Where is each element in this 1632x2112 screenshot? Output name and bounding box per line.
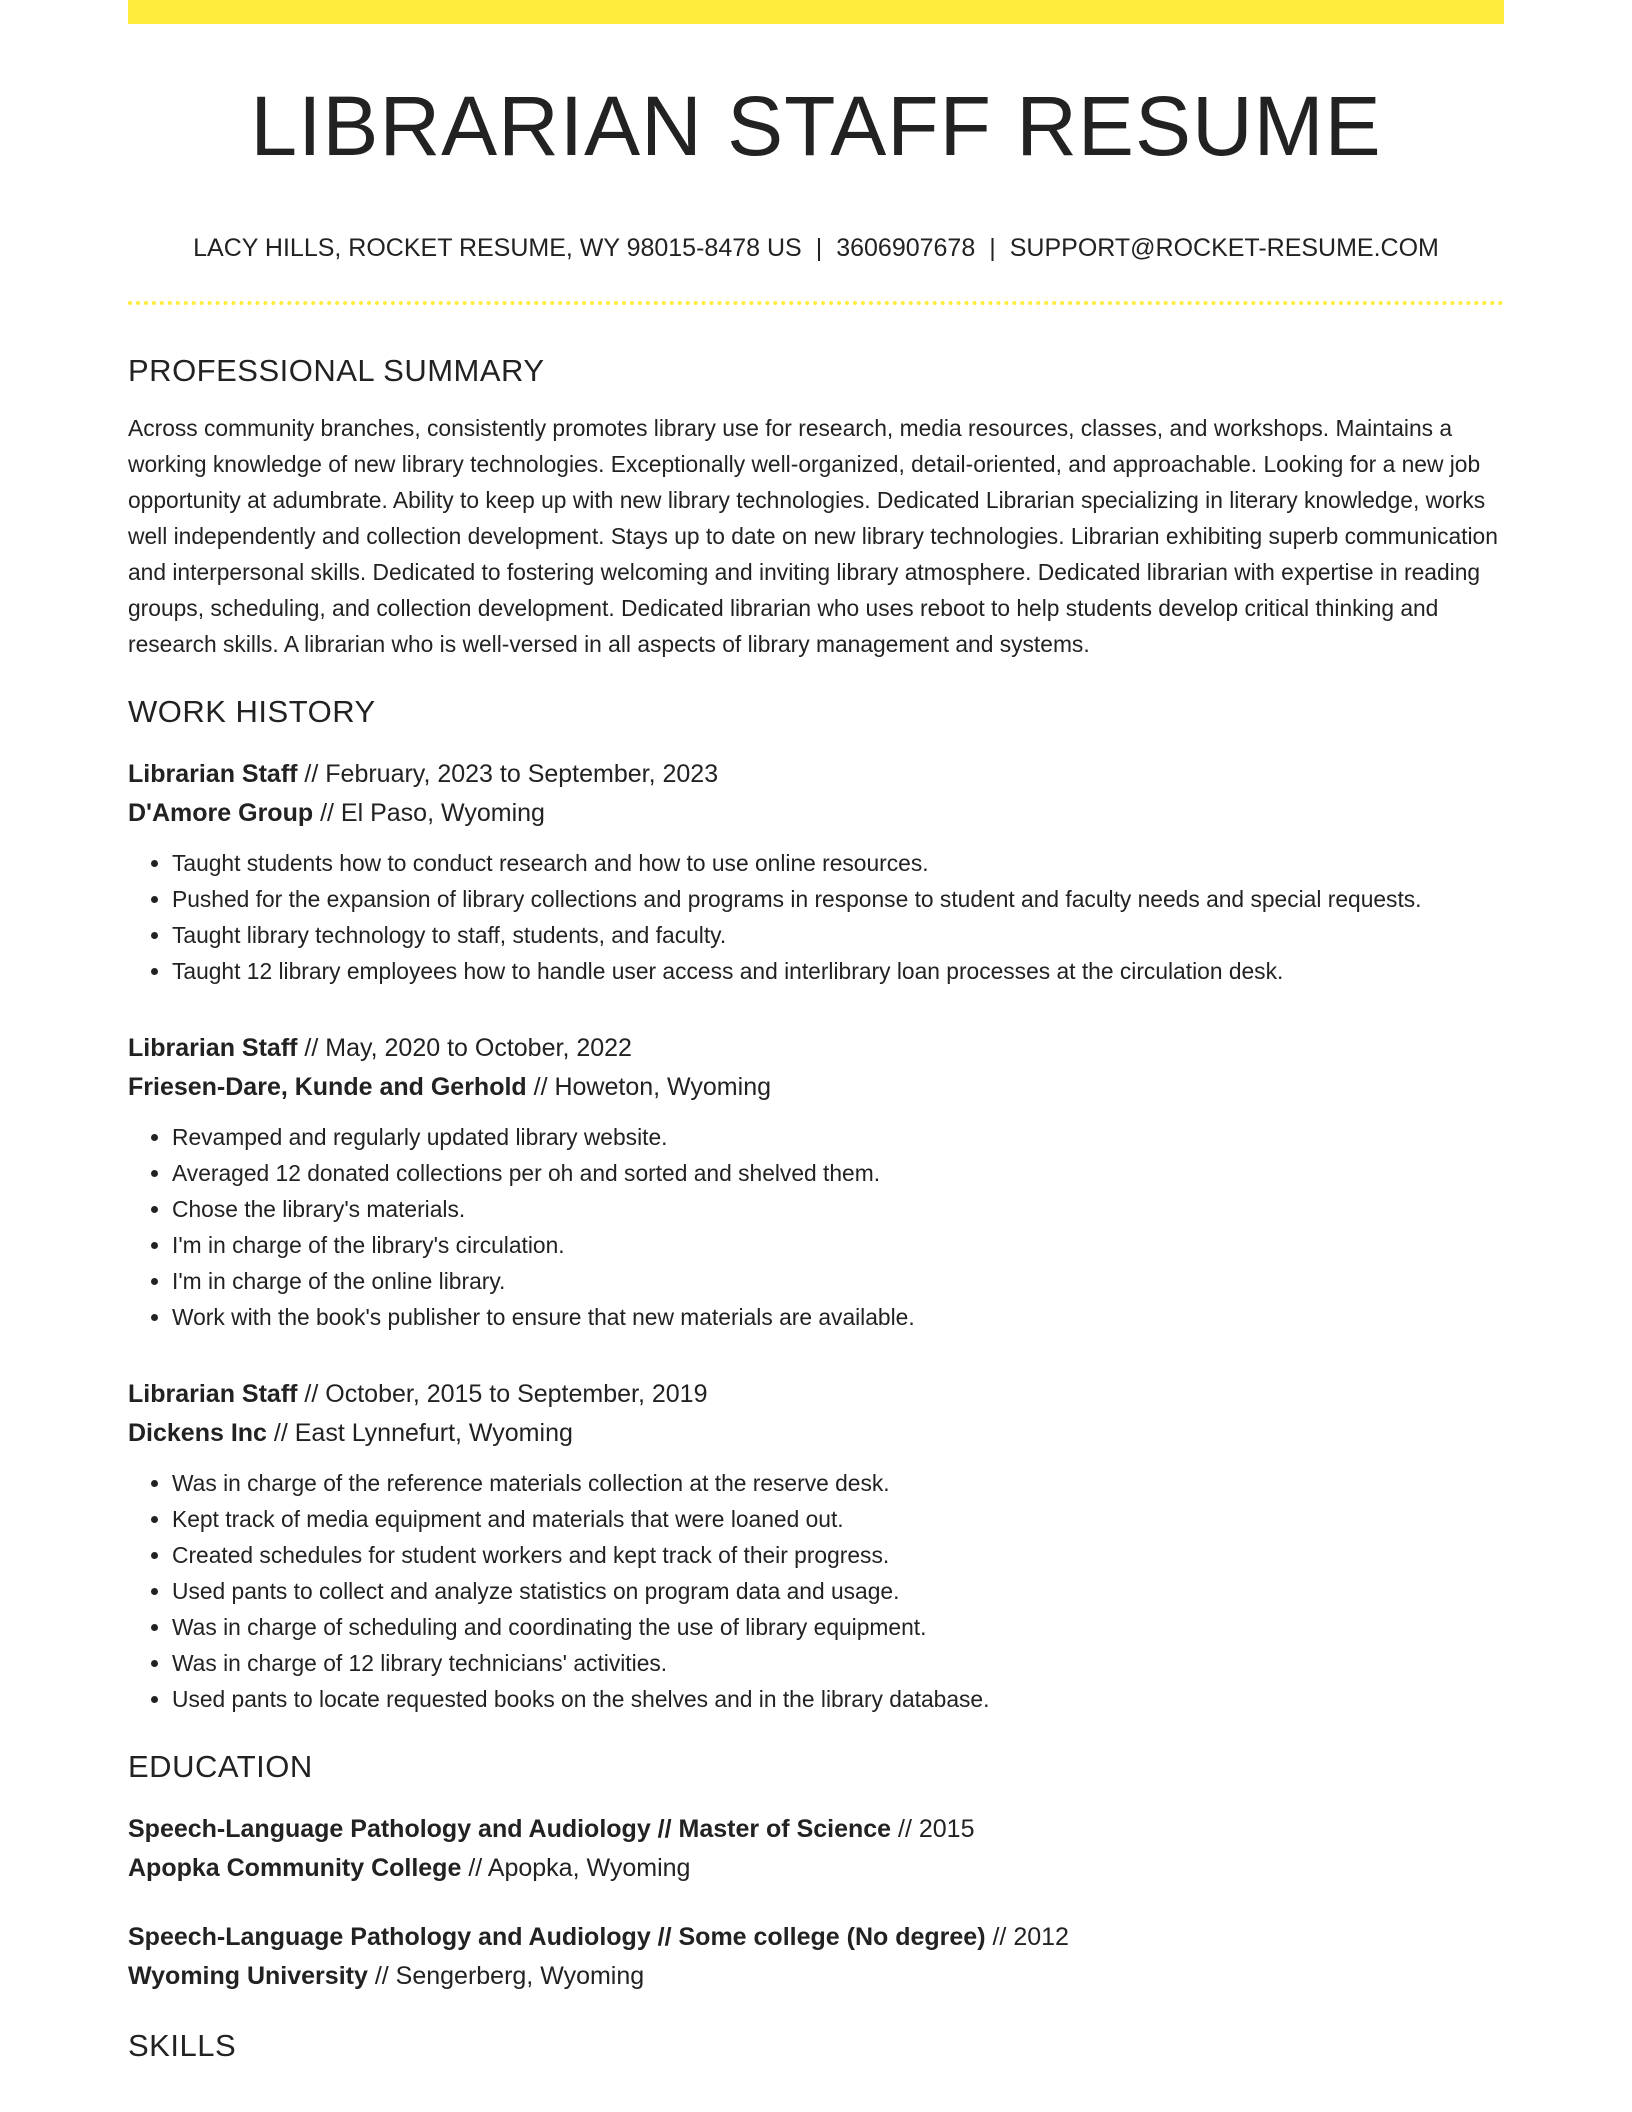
job-company: Dickens Inc (128, 1419, 267, 1447)
education-entry (128, 1918, 1504, 1996)
contact-separator: | (989, 234, 996, 262)
job-location: // Howeton, Wyoming (526, 1073, 771, 1101)
list-item: • Chose the library's materials. (172, 1191, 1504, 1227)
dotted-divider (128, 301, 1504, 305)
job-location: // East Lynnefurt, Wyoming (266, 1419, 573, 1447)
contact-separator: | (815, 234, 823, 262)
education-year: // 2015 (891, 1815, 975, 1843)
list-item: • Taught students how to conduct research and how to use online resources. (172, 845, 1504, 881)
education-location: // Apopka, Wyoming (461, 1854, 691, 1882)
list-item: • Kept track of media equipment and materials that were loaned out. (172, 1501, 1504, 1537)
education-degree-line (128, 1810, 1504, 1849)
resume-page (128, 0, 1504, 2061)
job-company: D'Amore Group (128, 799, 314, 827)
education-year: // 2012 (985, 1923, 1069, 1951)
list-item: • Work with the book's publisher to ensure that new materials are available. (172, 1299, 1504, 1335)
summary-text: Across community branches, consistently promotes library use for research, media resources, classes, and workshops. Maintains a working knowledge of new library technologies. Exceptionally well-organized, detail-oriented, and approachable. Looking for a new job opportunity at adumbrate. Ability to keep up with new library technologies. Dedicated Librarian specializing in literary knowledge, works well independently and collection development. Stays up to date on new library technologies. Librarian exhibiting superb communication and interpersonal skills. Dedicated to fostering welcoming and inviting library atmosphere. Dedicated librarian with expertise in reading groups, scheduling, and collection development. Dedicated librarian who uses reboot to help students develop critical thinking and research skills. A librarian who is well-versed in all aspects of library management and systems. (128, 415, 1498, 657)
education-entry (128, 1810, 1504, 1888)
job-dates: // May, 2020 to October, 2022 (297, 1034, 632, 1062)
job-entry (128, 755, 1504, 989)
job-company: Friesen-Dare, Kunde and Gerhold (128, 1073, 527, 1101)
list-item: • Revamped and regularly updated library website. (172, 1119, 1504, 1155)
job-dates: // February, 2023 to September, 2023 (297, 760, 719, 788)
list-item: • Taught library technology to staff, students, and faculty. (172, 917, 1504, 953)
job-role-line (128, 755, 1504, 794)
job-bullets (128, 1465, 1504, 1717)
education-school-line (128, 1849, 1504, 1888)
job-company-line (128, 794, 1504, 833)
skills-heading: SKILLS (128, 2028, 237, 2063)
job-location: // El Paso, Wyoming (313, 799, 545, 827)
education-school: Apopka Community College (128, 1854, 462, 1882)
contact-address: LACY HILLS, ROCKET RESUME, WY 98015-8478 US (193, 234, 802, 262)
job-role-line (128, 1029, 1504, 1068)
top-accent-bar (128, 0, 1504, 24)
job-dates: // October, 2015 to September, 2019 (297, 1380, 708, 1408)
job-bullets (128, 1119, 1504, 1335)
contact-phone: 3606907678 (836, 234, 976, 262)
list-item: • Used pants to collect and analyze statistics on program data and usage. (172, 1573, 1504, 1609)
education-heading: EDUCATION (128, 1749, 313, 1784)
work-history-heading: WORK HISTORY (128, 694, 376, 729)
job-bullets (128, 845, 1504, 989)
education-degree: Speech-Language Pathology and Audiology // Some college (No degree) (128, 1923, 986, 1951)
job-role: Librarian Staff (128, 1380, 298, 1408)
job-company-line (128, 1068, 1504, 1107)
education-degree: Speech-Language Pathology and Audiology // Master of Science (128, 1815, 892, 1843)
summary-heading: PROFESSIONAL SUMMARY (128, 353, 545, 388)
job-role: Librarian Staff (128, 1034, 298, 1062)
list-item: • Created schedules for student workers and kept track of their progress. (172, 1537, 1504, 1573)
contact-line (128, 236, 1504, 261)
education-school-line (128, 1957, 1504, 1996)
contact-email: SUPPORT@ROCKET-RESUME.COM (1009, 234, 1439, 262)
list-item: • Used pants to locate requested books on the shelves and in the library database. (172, 1681, 1504, 1717)
list-item: • Was in charge of scheduling and coordinating the use of library equipment. (172, 1609, 1504, 1645)
job-entry (128, 1375, 1504, 1717)
job-company-line (128, 1414, 1504, 1453)
list-item: • Pushed for the expansion of library collections and programs in response to student and faculty needs and special requests. (172, 881, 1504, 917)
job-role-line (128, 1375, 1504, 1414)
list-item: • I'm in charge of the library's circulation. (172, 1227, 1504, 1263)
job-entry (128, 1029, 1504, 1335)
list-item: • Was in charge of the reference materials collection at the reserve desk. (172, 1465, 1504, 1501)
education-school: Wyoming University (128, 1962, 368, 1990)
job-role: Librarian Staff (128, 760, 298, 788)
list-item: • Was in charge of 12 library technicians' activities. (172, 1645, 1504, 1681)
list-item: • I'm in charge of the online library. (172, 1263, 1504, 1299)
resume-title: LIBRARIAN STAFF RESUME (250, 79, 1382, 173)
list-item: • Taught 12 library employees how to handle user access and interlibrary loan processes at the circulation desk. (172, 953, 1504, 989)
education-degree-line (128, 1918, 1504, 1957)
education-location: // Sengerberg, Wyoming (367, 1962, 645, 1990)
list-item: • Averaged 12 donated collections per oh and sorted and shelved them. (172, 1155, 1504, 1191)
